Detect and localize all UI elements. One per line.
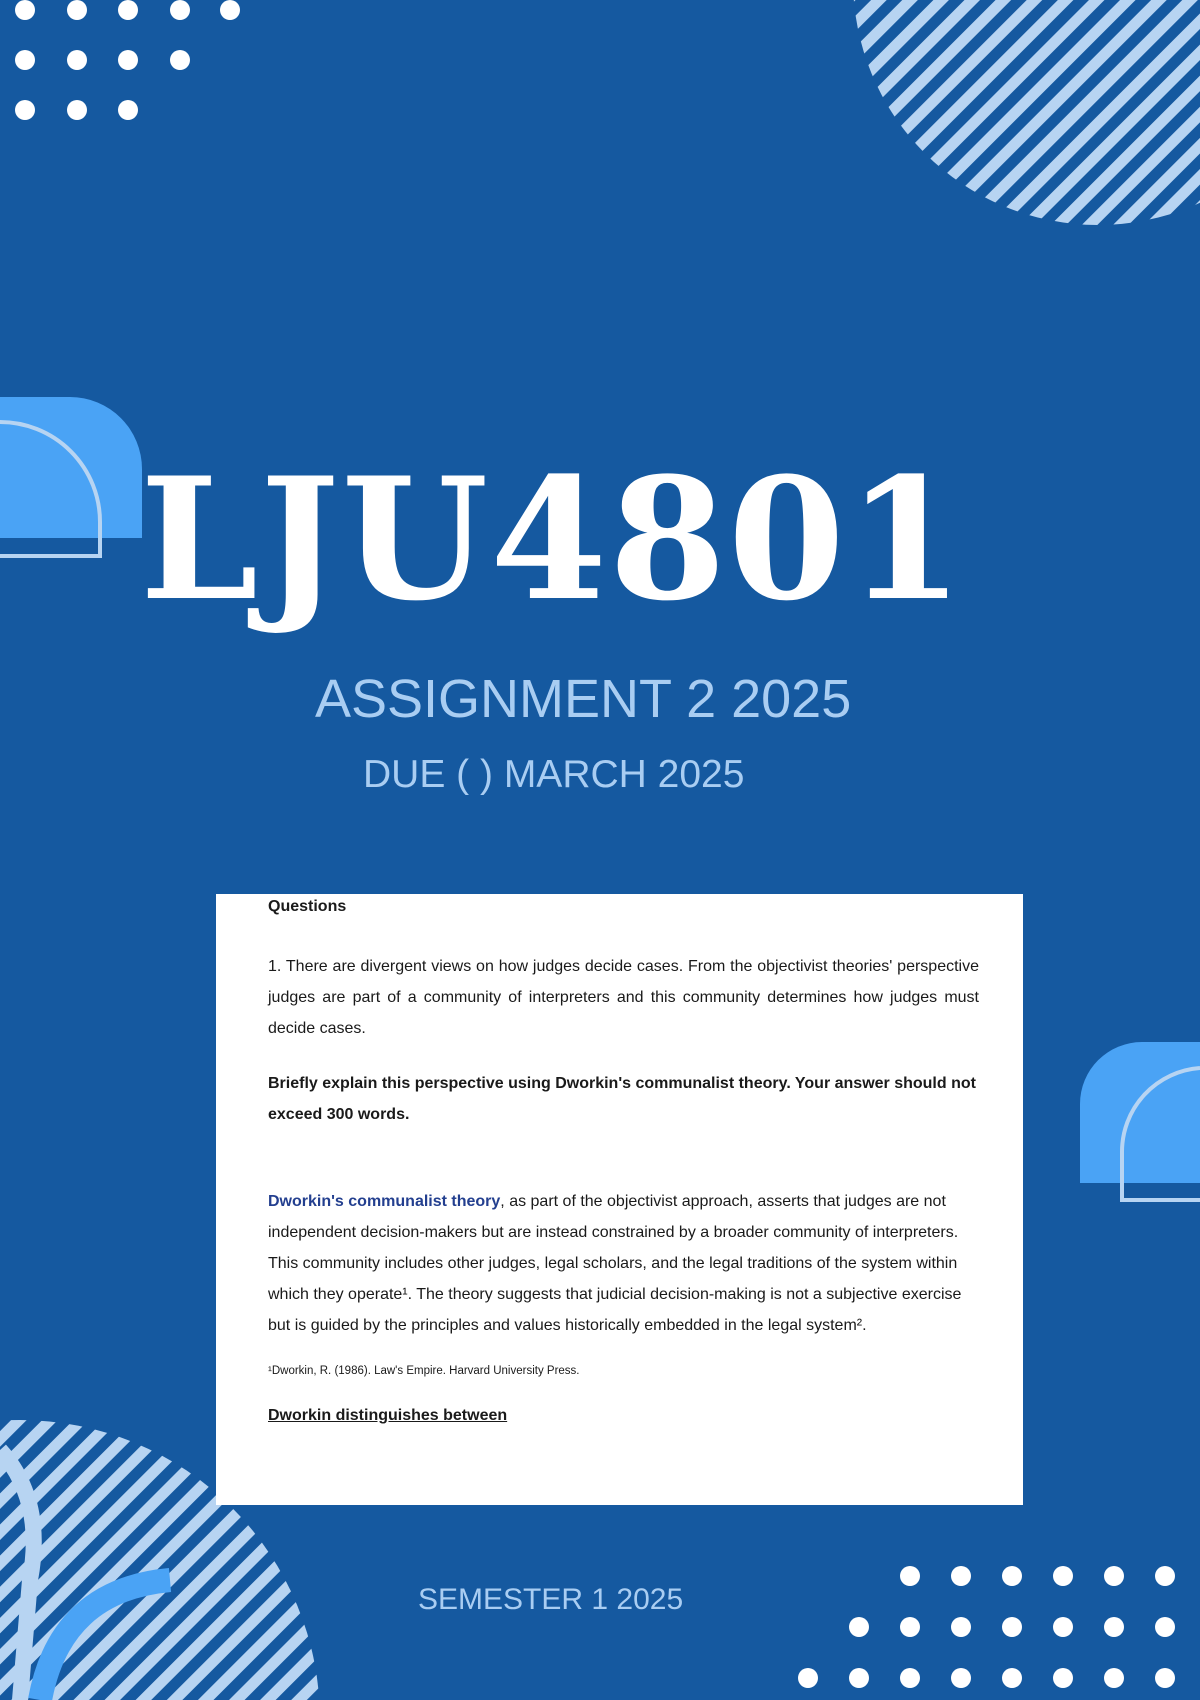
assignment-title: ASSIGNMENT 2 2025 (315, 669, 852, 729)
question-instruction: Briefly explain this perspective using Dworkin's communalist theory. Your answer should not exceed 300 words. (268, 1075, 976, 1123)
question-text: 1. There are divergent views on how judges decide cases. From the objectivist theories' perspective judges are part of a community of interpreters and this community determines how judges must decide cases. (268, 958, 979, 1037)
footnote: ¹Dworkin, R. (1986). Law's Empire. Harvard University Press. (268, 1365, 580, 1377)
answer-paragraph (268, 1186, 979, 1341)
dot-grid-top-left (15, 0, 240, 120)
questions-heading: Questions (268, 898, 347, 915)
answer-body: , as part of the objectivist approach, asserts that judges are not independent decision-makers but are instead constrained by a broader community of interpreters. This community includes other judges, legal scholars, and the legal traditions of the system within which they operate¹. The theory suggests that judicial decision-making is not a subjective exercise but is guided by the principles and values historically embedded in the legal system². (268, 1193, 962, 1334)
semester-label: SEMESTER 1 2025 (418, 1583, 684, 1616)
document-preview (216, 894, 1023, 1505)
half-disc-right (1080, 1042, 1200, 1200)
striped-circle-top-right (840, 0, 1200, 230)
dot-grid-bottom-right (798, 1566, 1175, 1688)
answer-lead: Dworkin's communalist theory (268, 1193, 501, 1210)
due-date: DUE ( ) MARCH 2025 (363, 753, 745, 796)
section-subheading: Dworkin distinguishes between (268, 1407, 508, 1424)
course-code: LJU4801 (140, 440, 966, 638)
half-disc-left (0, 397, 142, 556)
